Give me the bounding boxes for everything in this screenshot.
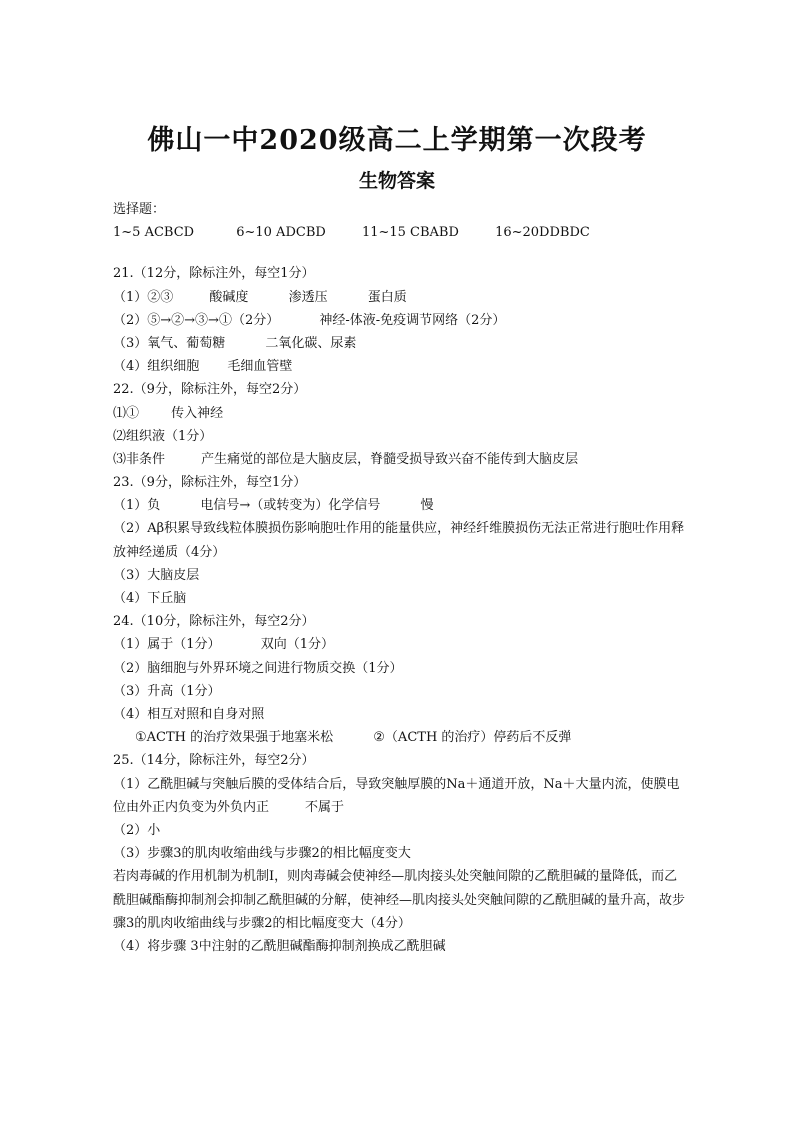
q22-ans-4: 产生痛觉的部位是大脑皮层，脊髓受损导致兴奋不能传到大脑皮层 bbox=[201, 451, 579, 467]
choice-group-2: 6~10 ADCBD bbox=[236, 225, 326, 241]
q23-line-4: （4）下丘脑 bbox=[113, 591, 187, 607]
q24-line-3: （3）升高（1分） bbox=[113, 683, 221, 699]
q21-line-2 bbox=[113, 309, 688, 332]
q23-line-3: （3）大脑皮层 bbox=[113, 567, 200, 583]
q25-line-1 bbox=[113, 773, 688, 819]
choice-answers bbox=[113, 221, 688, 244]
q23-ans-1: （1）负 bbox=[113, 498, 161, 514]
q21-ans-7: （3）氧气、葡萄糖 bbox=[113, 335, 226, 351]
q21-ans-6: 神经-体液-免疫调节网络（2分） bbox=[319, 312, 506, 328]
q23-line-2: （2）Aβ积累导致线粒体膜损伤影响胞吐作用的能量供应，神经纤维膜损伤无法正常进行胞吐作用释放神经递质（4分） bbox=[113, 521, 685, 560]
q22-ans-3: ⑶非条件 bbox=[113, 451, 166, 467]
q22-header: 22.（9分，除标注外，每空2分） bbox=[113, 382, 307, 398]
q22-line-3 bbox=[113, 448, 688, 471]
q24-line-4: （4）相互对照和自身对照 bbox=[113, 706, 265, 722]
q22-ans-1: ⑴① bbox=[113, 405, 140, 421]
q23-header: 23.（9分，除标注外，每空1分） bbox=[113, 475, 307, 491]
choice-heading: 选择题： bbox=[113, 202, 166, 217]
q25-line-2: （2）小 bbox=[113, 822, 161, 838]
q21-ans-1: （1）②③ bbox=[113, 289, 174, 305]
q21-ans-10: 毛细血管壁 bbox=[227, 359, 293, 375]
q25-line-3: （3）步骤3的肌肉收缩曲线与步骤2的相比幅度变大 bbox=[113, 846, 411, 862]
q22-line-2: ⑵组织液（1分） bbox=[113, 428, 213, 444]
q25-ans-1: （1）乙酰胆碱与突触后膜的受体结合后，导致突触厚膜的Na＋通道开放，Na＋大量内流，使膜电位由外正内负变为外负内正 bbox=[113, 776, 680, 815]
q24-ans-1: （1）属于（1分） bbox=[113, 637, 221, 653]
q21-line-1 bbox=[113, 286, 688, 309]
q21-ans-5: （2）⑤→②→③→①（2分） bbox=[113, 312, 280, 328]
q24-line-1 bbox=[113, 633, 688, 656]
q23-line-1 bbox=[113, 494, 688, 517]
q21-ans-2: 酸碱度 bbox=[209, 289, 249, 305]
q24-line-5 bbox=[113, 726, 688, 749]
q24-ans-3: ①ACTH 的治疗效果强于地塞米松 bbox=[135, 730, 334, 746]
choice-group-1: 1~5 ACBCD bbox=[113, 225, 195, 241]
q24-ans-4: ②（ACTH 的治疗）停药后不反弹 bbox=[373, 730, 572, 746]
choice-group-3: 11~15 CBABD bbox=[361, 225, 459, 241]
q21-line-4 bbox=[113, 355, 688, 378]
q21-ans-8: 二氧化碳、尿素 bbox=[265, 335, 357, 351]
q25-header: 25.（14分，除标注外，每空2分） bbox=[113, 753, 315, 769]
q21-line-3 bbox=[113, 332, 688, 355]
q21-ans-9: （4）组织细胞 bbox=[113, 359, 200, 375]
q25-line-4: 若肉毒碱的作用机制为机制Ⅰ，则肉毒碱会使神经—肌肉接头处突触间隙的乙酰胆碱的量降低，而乙酰胆碱酯酶抑制剂会抑制乙酰胆碱的分解，使神经—肌肉接头处突触间隙的乙酰胆碱的量升高，故步骤3的肌肉收缩曲线与步骤2的相比幅度变大（4分） bbox=[113, 869, 686, 931]
q24-header: 24.（10分，除标注外，每空2分） bbox=[113, 614, 315, 630]
page-subtitle: 生物答案 bbox=[358, 170, 435, 192]
q23-ans-3: 慢 bbox=[420, 498, 434, 514]
q25-line-5: （4）将步骤 3中注射的乙酰胆碱酯酶抑制剂换成乙酰胆碱 bbox=[113, 938, 446, 954]
q24-line-2: （2）脑细胞与外界环境之间进行物质交换（1分） bbox=[113, 660, 403, 676]
q21-ans-4: 蛋白质 bbox=[367, 289, 407, 305]
answer-content bbox=[113, 198, 688, 958]
choice-group-4: 16~20DDBDC bbox=[495, 225, 590, 241]
page-title: 佛山一中2020级高二上学期第一次段考 bbox=[147, 125, 647, 156]
q24-ans-2: 双向（1分） bbox=[260, 637, 334, 653]
q22-ans-2: 传入神经 bbox=[171, 405, 224, 421]
q21-ans-3: 渗透压 bbox=[288, 289, 328, 305]
q22-line-1 bbox=[113, 402, 688, 425]
q21-header: 21.（12分，除标注外，每空1分） bbox=[113, 266, 315, 282]
q23-ans-2: 电信号→（或转变为）化学信号 bbox=[200, 498, 381, 514]
q25-ans-2: 不属于 bbox=[305, 799, 345, 815]
